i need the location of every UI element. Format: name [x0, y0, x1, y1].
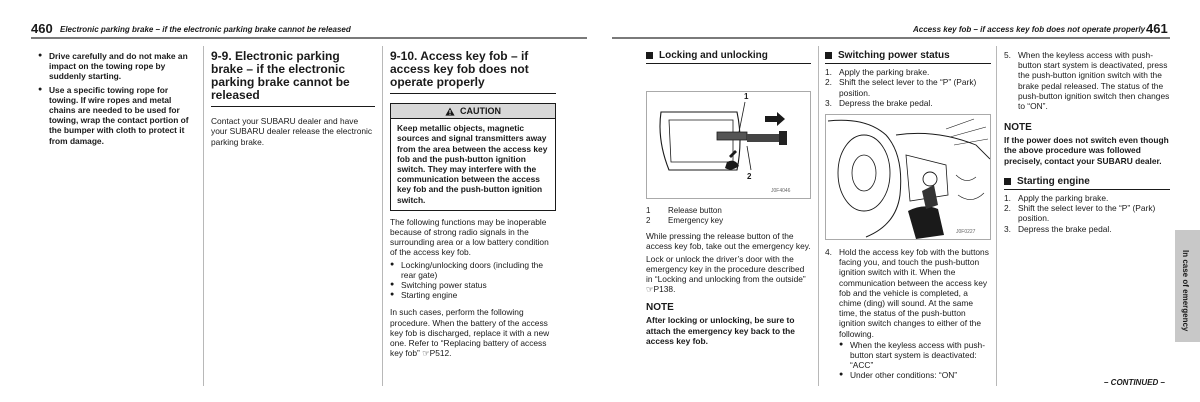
locking-para-1: While pressing the release button of the access key fob, take out the emergency key. [646, 231, 811, 252]
caution-label: CAUTION [460, 106, 501, 117]
list-item: ● Locking/unlocking doors (including the rear gate) [390, 260, 556, 280]
legend-num: 1 [646, 206, 651, 216]
locking-title [646, 50, 811, 61]
legend-label: Release button [668, 206, 722, 216]
col3-note-text: If the power does not switch even though the above procedure was followed precisely, contact your SUBARU dealer. [1004, 135, 1169, 166]
key-fob-illustration [646, 91, 811, 199]
figure-code: J0F4046 [771, 188, 791, 195]
section-9-9-text: Contact your SUBARU dealer and have your SUBARU dealer release the electronic parking brake. [211, 116, 373, 147]
caution-box [390, 103, 556, 211]
section-9-10 [390, 50, 556, 358]
list-item: ● Starting engine [390, 290, 556, 300]
side-tab-label: In case of emergency [1181, 250, 1190, 332]
step-number: 3. [825, 97, 832, 108]
list-item [1004, 193, 1170, 203]
list-item [1004, 203, 1170, 223]
step-5 [1004, 50, 1170, 111]
key-fob-drawing [647, 92, 811, 199]
list-item [825, 67, 991, 77]
step-text: Depress the brake pedal. [1018, 223, 1112, 234]
step-number: 4. [825, 247, 832, 257]
legend-row [646, 206, 811, 216]
right-header-title: Access key fob – if access key fob does not operate properly [913, 25, 1146, 34]
callout-1: 1 [744, 92, 749, 102]
step-text: Shift the select lever to the “P” (Park) position. [839, 77, 977, 98]
section-9-10-title: 9-10. Access key fob – if access key fob does not operate properly [390, 49, 529, 89]
step-text: Apply the parking brake. [839, 67, 930, 78]
section-9-9 [211, 50, 375, 147]
caution-text: Keep metallic objects, magnetic sources and signal transmitters away from the area between the access key fob and the push-button ignition switch. They may interfere with the communication between the access key fob and the push-button ignition switch. [397, 123, 548, 205]
switching-steps [825, 67, 991, 108]
list-item: ● Drive carefully and do not make an impact on the towing rope by suddenly starting. [38, 51, 191, 82]
figure-code: J0F0227 [956, 229, 976, 235]
step-number: 2. [825, 77, 832, 88]
legend-label: Emergency key [668, 216, 724, 226]
list-item: ● Switching power status [390, 280, 556, 290]
section-9-10-intro: The following functions may be inoperable because of strong radio signals in the surrounding area or a low battery condition of the access key fob. [390, 216, 549, 258]
locking-title-text: Locking and unlocking [659, 50, 768, 61]
left-col1 [38, 51, 191, 146]
callout-2: 2 [747, 172, 752, 182]
step-4-bullets [825, 340, 991, 381]
step-number: 1. [1004, 193, 1011, 204]
section-9-10-outro: In such cases, perform the following procedure. When the battery of the access key fob is discharged, replace it with a new one. Refer to “Replacing battery of access key fob” ☞P512. [390, 307, 550, 359]
locking-para-2: Lock or unlock the driver’s door with the emergency key in the procedure described in “Locking and unlocking from the outside” ☞P138. [646, 253, 806, 295]
left-header-rule [31, 37, 587, 39]
starting-title-text: Starting engine [1017, 175, 1090, 187]
step-number: 3. [1004, 223, 1011, 234]
left-header-title: Electronic parking brake – if the electronic parking brake cannot be released [60, 25, 351, 34]
right-col3 [1004, 50, 1170, 234]
section-9-10-rule [390, 93, 556, 94]
list-item [825, 98, 991, 108]
right-col-divider-2 [996, 46, 997, 386]
list-item: ● Under other conditions: “ON” [839, 370, 991, 380]
left-col-divider-1 [203, 46, 204, 386]
square-bullet-icon [1004, 178, 1011, 185]
step-text: When the keyless access with push-button start system is deactivated, press the push-button ignition switch with the brake pedal released. The status of the push-button ignition switch then changes to “ON”. [1018, 50, 1170, 112]
locking-note-label: NOTE [646, 302, 674, 314]
caution-header [391, 104, 555, 119]
list-item [825, 247, 991, 339]
figure-legend [646, 206, 811, 226]
dashboard-illustration [825, 114, 991, 240]
step-number: 2. [1004, 203, 1011, 214]
switching-section [825, 50, 991, 381]
dashboard-drawing [826, 115, 991, 240]
list-item: ● Use a specific towing rope for towing. If wire ropes and metal chains are needed to be used for towing, wrap the contact portion of the bumper with cloth to protect it from damage. [38, 85, 191, 146]
warning-triangle-icon [445, 107, 455, 116]
step-text: Shift the select lever to the “P” (Park) position. [1018, 203, 1156, 224]
legend-row [646, 216, 811, 226]
continued-label: – CONTINUED – [1104, 378, 1165, 387]
step-text: Depress the brake pedal. [839, 97, 933, 108]
section-9-9-title: 9-9. Electronic parking brake – if the electronic parking brake cannot be released [211, 49, 350, 102]
section-9-10-bullets [390, 260, 556, 301]
right-col-divider-1 [818, 46, 819, 386]
switching-title [825, 50, 991, 61]
list-item [1004, 224, 1170, 234]
left-page-number: 460 [31, 21, 53, 36]
legend-num: 2 [646, 216, 651, 226]
right-header-rule [612, 37, 1170, 39]
starting-title [1004, 176, 1170, 187]
list-item [825, 77, 991, 97]
square-bullet-icon [646, 52, 653, 59]
locking-section [646, 50, 811, 346]
step-number: 1. [825, 67, 832, 78]
section-9-9-rule [211, 106, 375, 107]
switching-step-4 [825, 247, 991, 381]
step-text: Hold the access key fob with the buttons facing you, and touch the push-button ignition switch with it. When the communication between the access key fob and the vehicle is completed, a chime (ding) will sound. At the same time, the status of the push-button ignition switch changes to either of the following. [839, 247, 989, 339]
locking-note-text: After locking or unlocking, be sure to attach the emergency key back to the access key fob. [646, 315, 795, 346]
left-col-divider-2 [382, 46, 383, 386]
right-page-number: 461 [1146, 21, 1168, 36]
starting-rule [1004, 189, 1170, 190]
locking-rule [646, 63, 811, 64]
square-bullet-icon [825, 52, 832, 59]
switching-title-text: Switching power status [838, 50, 950, 61]
col3-note-label: NOTE [1004, 122, 1032, 134]
step-text: Apply the parking brake. [1018, 193, 1109, 204]
step-number: 5. [1004, 50, 1011, 60]
switching-rule [825, 63, 991, 64]
list-item: ● When the keyless access with push-button start system is deactivated: “ACC” [839, 340, 991, 371]
starting-steps [1004, 193, 1170, 234]
